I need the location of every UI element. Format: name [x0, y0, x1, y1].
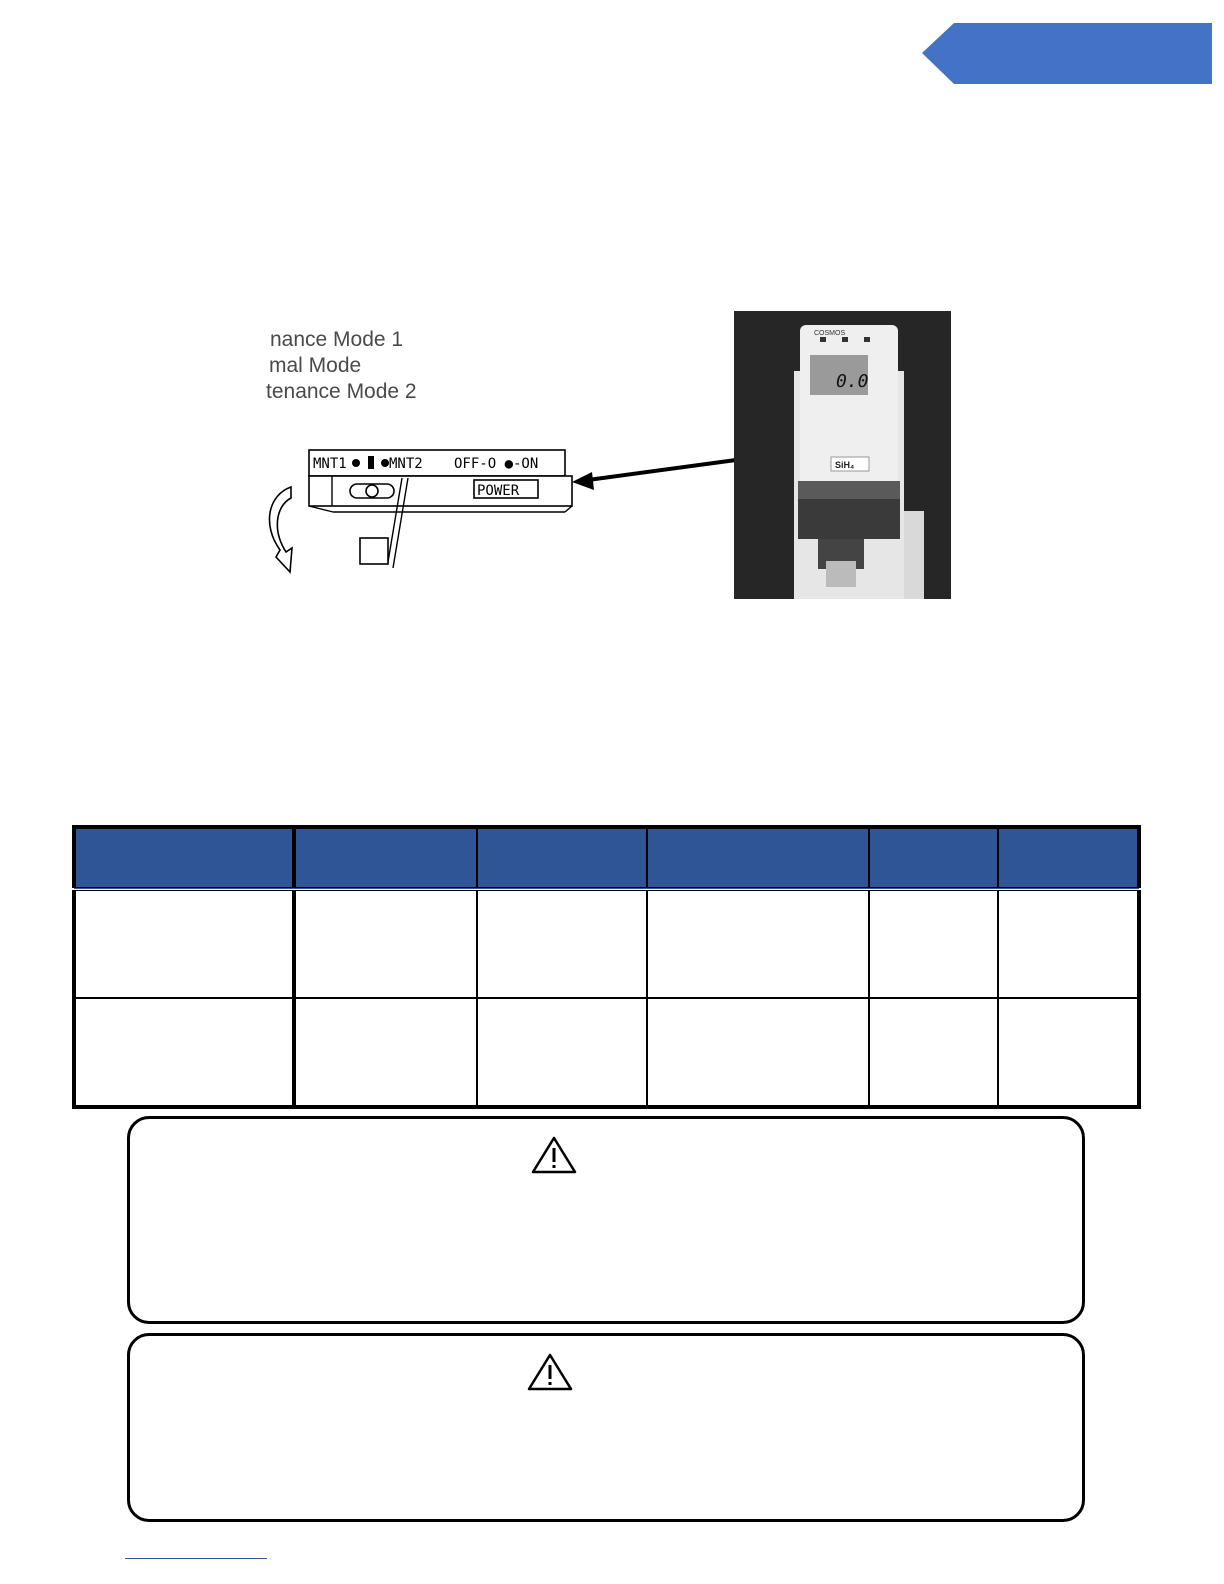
footnote-separator [125, 1558, 267, 1559]
power-button-label: POWER [477, 483, 520, 499]
gas-detector-photo [734, 311, 951, 599]
section-tab [922, 23, 1212, 84]
table-cell [74, 998, 294, 1107]
power-state-label: OFF-O ●-ON [454, 456, 539, 472]
mode-label-maintenance-2: tenance Mode 2 [266, 380, 417, 403]
table-row [74, 998, 1139, 1107]
table-header-cell [294, 827, 477, 889]
device-gas-label: SiH₄ [835, 460, 855, 470]
table-row [74, 889, 1139, 998]
switch-right-label: MNT2 [389, 456, 423, 472]
table-cell [477, 998, 647, 1107]
table-header-cell [869, 827, 998, 889]
table-cell [294, 889, 477, 998]
table-cell [998, 889, 1139, 998]
table-cell [998, 998, 1139, 1107]
device-display-reading: 0.0 [836, 371, 869, 392]
warning-triangle-icon [526, 1352, 574, 1392]
table-header-cell [647, 827, 869, 889]
table-cell [74, 889, 294, 998]
warning-box [127, 1333, 1085, 1522]
table-cell [647, 998, 869, 1107]
table-cell [869, 998, 998, 1107]
pointer-arrow [568, 450, 738, 495]
mode-label-normal: mal Mode [269, 354, 362, 377]
table-cell [477, 889, 647, 998]
table-header-cell [477, 827, 647, 889]
table-cell [294, 998, 477, 1107]
table-header-row [74, 827, 1139, 889]
table-header-cell [74, 827, 294, 889]
device-brand: COSMOS [814, 330, 846, 337]
table-cell [869, 889, 998, 998]
table-cell [647, 889, 869, 998]
table-header-cell [998, 827, 1139, 889]
mode-label-maintenance-1: nance Mode 1 [270, 328, 404, 351]
warning-box [127, 1116, 1085, 1324]
data-table [72, 825, 1141, 1109]
switch-left-label: MNT1 [313, 456, 347, 472]
warning-triangle-icon [530, 1135, 578, 1175]
rotation-arrow-icon [269, 487, 292, 572]
